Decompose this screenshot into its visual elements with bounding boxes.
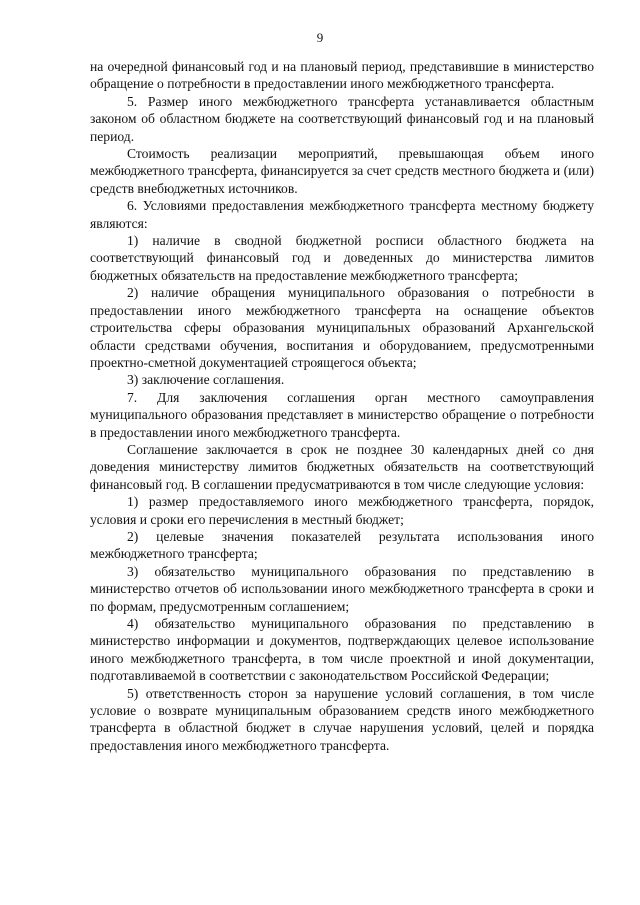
paragraph-term-2: 2) целевые значения показателей результата использования иного межбюджетного трансферта; [90,528,594,562]
paragraph-condition-3: 3) заключение соглашения. [127,372,285,388]
page-number: 9 [316,30,324,45]
paragraph-item-7: 7. Для заключения соглашения орган местного самоуправления муниципального образования представляет в министерство обращение о потребности в предоставлении иного межбюджетного трансферта. [90,389,594,440]
paragraph-term-3: 3) обязательство муниципального образования по представлению в министерство отчетов об использовании иного межбюджетного трансферта в сроки и по формам, предусмотренным соглашением; [90,563,594,614]
paragraph-item-5: 5. Размер иного межбюджетного трансферта устанавливается областным законом об областном бюджете на соответствующий финансовый год и на плановый период. [90,93,594,144]
paragraph-term-1: 1) размер предоставляемого иного межбюджетного трансферта, порядок, условия и сроки его перечисления в местный бюджет; [90,494,594,527]
paragraph-continuation: на очередной финансовый год и на плановый период, представившие в министерство обращение о потребности в предоставлении иного межбюджетного трансферта. [90,59,594,92]
paragraph-term-5: 5) ответственность сторон за нарушение условий соглашения, в том числе условие о возврате муниципальным образованием средств иного межбюджетного трансферта в областной бюджет в случае нарушения условий, целей и порядка предоставления иного межбюджетного трансферта. [90,685,594,753]
paragraph-condition-1: 1) наличие в сводной бюджетной росписи областного бюджета на соответствующий финансовый год и доведенных до министерства лимитов бюджетных обязательств на предоставление межбюджетного трансферта; [90,233,594,283]
paragraph-cost: Стоимость реализации мероприятий, превышающая объем иного межбюджетного трансферта, финансируется за счет средств местного бюджета и (или) средств внебюджетных источников. [90,146,594,196]
document-body [90,58,594,754]
paragraph-condition-2: 2) наличие обращения муниципального образования о потребности в предоставлении иного межбюджетного трансферта на оснащение объектов строительства сферы образования муниципальных образований Архангельской области средствами обучения, воспитания и оборудованием, предусмотренными проектно-сметной документацией строящегося объекта; [90,285,594,370]
paragraph-term-4: 4) обязательство муниципального образования по представлению в министерство информации и документов, подтверждающих целевое использование иного межбюджетного трансферта, в том числе проектной и иной документации, подготавливаемой в соответствии с законодательством Российской Федерации; [90,616,594,684]
paragraph-item-6: 6. Условиями предоставления межбюджетного трансферта местному бюджету являются: [90,198,594,231]
paragraph-agreement: Соглашение заключается в срок не позднее 30 календарных дней со дня доведения министерству лимитов бюджетных обязательств на соответствующий финансовый год. В соглашении предусматриваются в том числе следующие условия: [90,441,594,492]
